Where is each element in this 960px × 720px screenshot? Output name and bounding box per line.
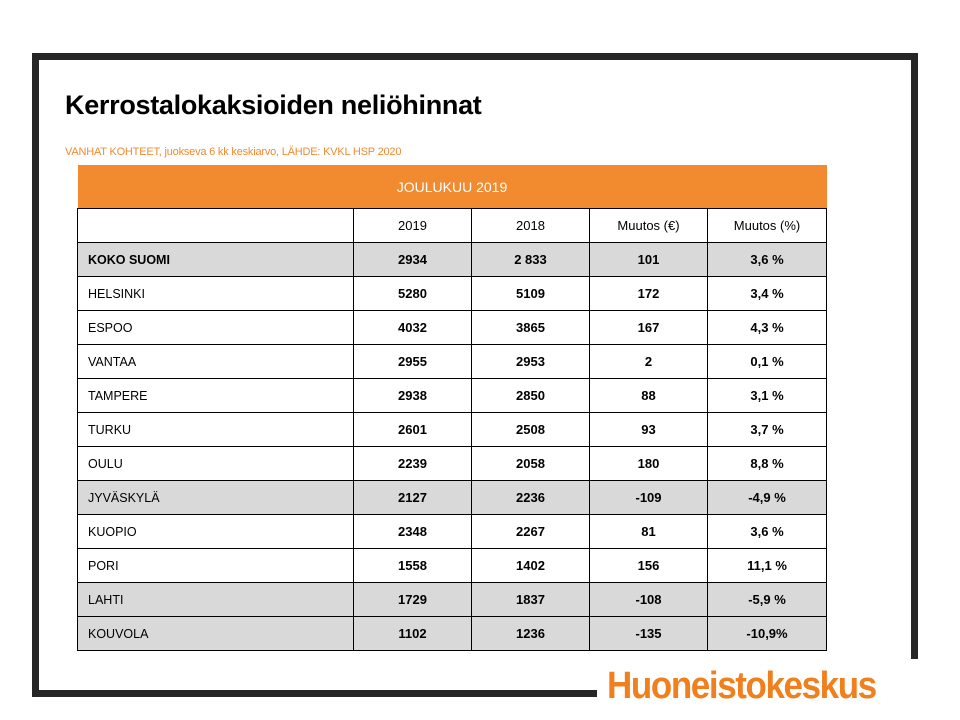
row-change-eur: -108 — [590, 583, 708, 617]
row-value-2018: 2508 — [472, 413, 590, 447]
period-banner: JOULUKUU 2019 — [78, 165, 827, 209]
row-value-2019: 2127 — [354, 481, 472, 515]
row-value-2019: 2348 — [354, 515, 472, 549]
row-value-2019: 5280 — [354, 277, 472, 311]
row-city: ESPOO — [78, 311, 354, 345]
row-change-pct: 3,7 % — [708, 413, 827, 447]
row-city: KUOPIO — [78, 515, 354, 549]
row-value-2019: 1102 — [354, 617, 472, 651]
frame-right — [911, 53, 918, 659]
row-change-eur: -109 — [590, 481, 708, 515]
page-title: Kerrostalokaksioiden neliöhinnat — [65, 90, 482, 120]
row-city: KOKO SUOMI — [78, 243, 354, 277]
row-change-pct: 3,6 % — [708, 243, 827, 277]
table-row — [78, 617, 827, 651]
row-value-2018: 2953 — [472, 345, 590, 379]
table-row — [78, 515, 827, 549]
row-city: PORI — [78, 549, 354, 583]
column-header-2019: 2019 — [354, 209, 472, 243]
table-row — [78, 243, 827, 277]
row-city: LAHTI — [78, 583, 354, 617]
row-city: TAMPERE — [78, 379, 354, 413]
row-change-pct: 11,1 % — [708, 549, 827, 583]
row-city: VANTAA — [78, 345, 354, 379]
row-city: OULU — [78, 447, 354, 481]
row-value-2018: 1236 — [472, 617, 590, 651]
table-row — [78, 345, 827, 379]
row-value-2019: 2955 — [354, 345, 472, 379]
row-change-pct: 4,3 % — [708, 311, 827, 345]
row-change-eur: 101 — [590, 243, 708, 277]
row-value-2019: 2239 — [354, 447, 472, 481]
row-change-pct: 8,8 % — [708, 447, 827, 481]
row-change-eur: 88 — [590, 379, 708, 413]
row-change-eur: 81 — [590, 515, 708, 549]
frame-bottom — [32, 690, 597, 697]
row-change-pct: 3,1 % — [708, 379, 827, 413]
row-change-pct: 0,1 % — [708, 345, 827, 379]
huoneistokeskus-logo: Huoneistokeskus — [607, 665, 876, 707]
table-row — [78, 481, 827, 515]
row-change-pct: -4,9 % — [708, 481, 827, 515]
row-city: KOUVOLA — [78, 617, 354, 651]
table-row — [78, 379, 827, 413]
source-subtitle: VANHAT KOHTEET, juokseva 6 kk keskiarvo, LÄHDE: KVKL HSP 2020 — [65, 146, 402, 158]
row-value-2019: 4032 — [354, 311, 472, 345]
row-value-2018: 1837 — [472, 583, 590, 617]
table-row — [78, 277, 827, 311]
frame-left — [32, 53, 39, 697]
column-header-change-pct: Muutos (%) — [708, 209, 827, 243]
column-header-row — [78, 209, 827, 243]
row-change-eur: 93 — [590, 413, 708, 447]
row-value-2019: 2601 — [354, 413, 472, 447]
table-body — [78, 243, 827, 651]
row-value-2019: 2934 — [354, 243, 472, 277]
column-header-2018: 2018 — [472, 209, 590, 243]
row-value-2019: 1558 — [354, 549, 472, 583]
row-value-2018: 1402 — [472, 549, 590, 583]
row-value-2018: 2850 — [472, 379, 590, 413]
row-value-2018: 2236 — [472, 481, 590, 515]
row-city: TURKU — [78, 413, 354, 447]
row-change-eur: 2 — [590, 345, 708, 379]
row-city: JYVÄSKYLÄ — [78, 481, 354, 515]
row-value-2018: 2 833 — [472, 243, 590, 277]
row-change-eur: -135 — [590, 617, 708, 651]
table-row — [78, 583, 827, 617]
table-row — [78, 549, 827, 583]
column-header-city — [78, 209, 354, 243]
row-change-pct: -10,9% — [708, 617, 827, 651]
row-change-pct: 3,4 % — [708, 277, 827, 311]
row-change-eur: 156 — [590, 549, 708, 583]
frame-top — [32, 53, 918, 60]
row-value-2018: 2058 — [472, 447, 590, 481]
row-value-2018: 2267 — [472, 515, 590, 549]
row-city: HELSINKI — [78, 277, 354, 311]
period-banner-row — [78, 165, 827, 209]
price-table — [77, 165, 827, 651]
row-value-2018: 3865 — [472, 311, 590, 345]
table-row — [78, 311, 827, 345]
row-change-eur: 180 — [590, 447, 708, 481]
column-header-change-eur: Muutos (€) — [590, 209, 708, 243]
row-change-pct: -5,9 % — [708, 583, 827, 617]
row-change-eur: 172 — [590, 277, 708, 311]
row-value-2018: 5109 — [472, 277, 590, 311]
row-value-2019: 1729 — [354, 583, 472, 617]
table-row — [78, 413, 827, 447]
row-value-2019: 2938 — [354, 379, 472, 413]
row-change-eur: 167 — [590, 311, 708, 345]
table-row — [78, 447, 827, 481]
row-change-pct: 3,6 % — [708, 515, 827, 549]
